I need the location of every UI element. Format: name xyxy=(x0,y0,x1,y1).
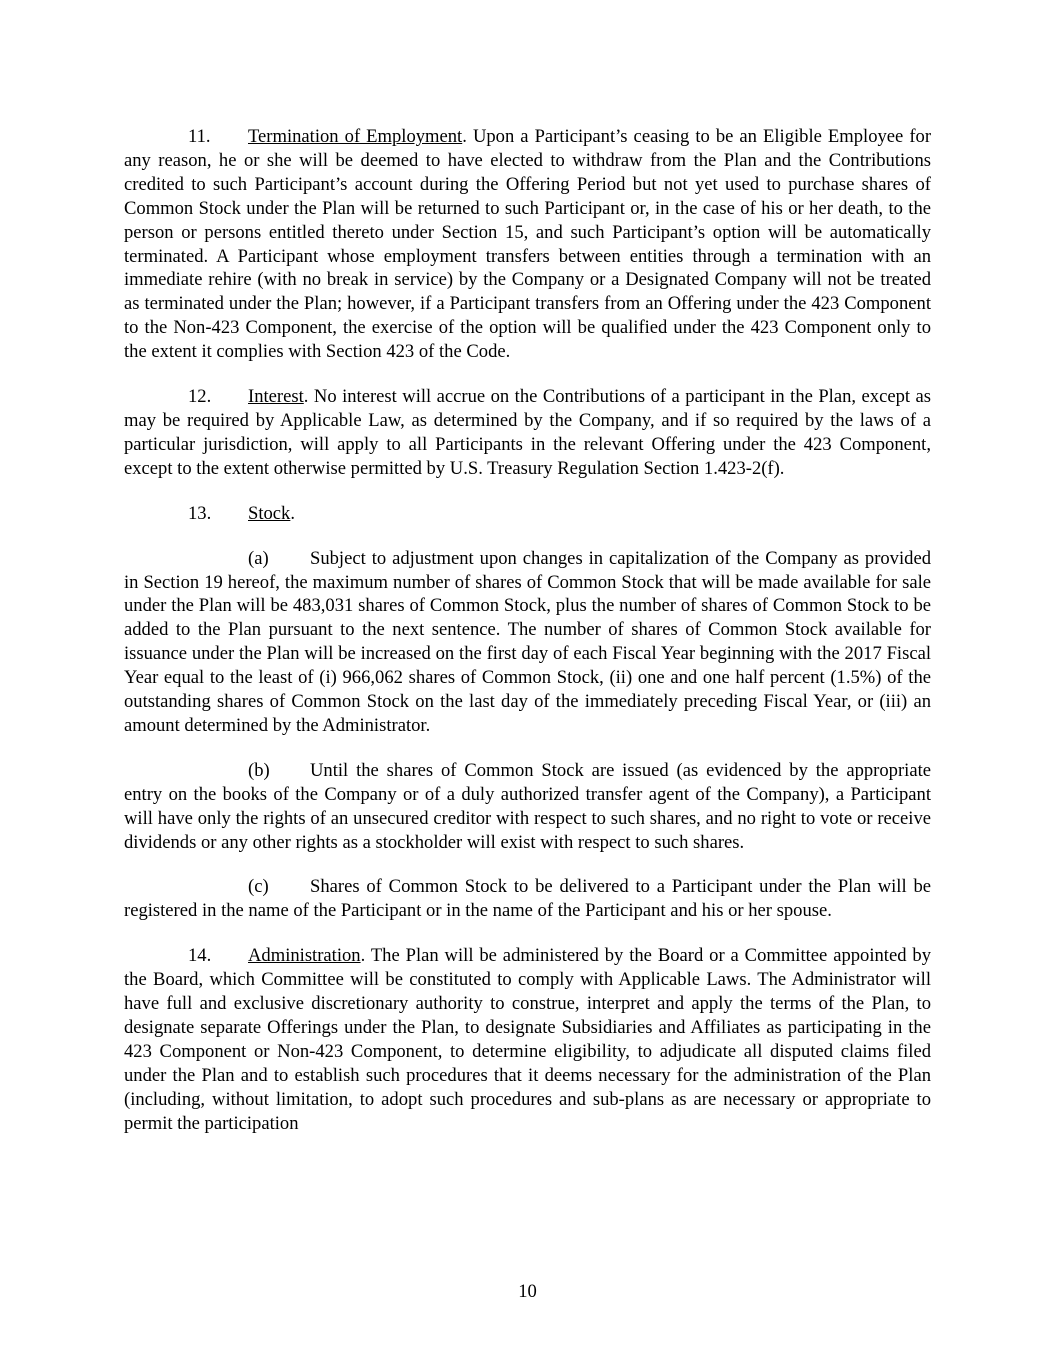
section-13c xyxy=(124,875,931,923)
subsection-label: (c) xyxy=(248,876,269,898)
section-title-punct: . xyxy=(290,502,296,524)
subsection-label: (a) xyxy=(248,547,269,569)
section-title: Stock xyxy=(248,502,291,524)
section-12 xyxy=(124,385,931,481)
section-13a xyxy=(124,547,931,738)
subsection-body: Subject to adjustment upon changes in capitalization of the Company as provided in Section 19 hereof, the maximum number of shares of Common Stock that will be made available for sale under the Plan will be 483,031 shares of Common Stock, plus the number of shares of Common Stock to be added to the Plan pursuant to the next sentence. The number of shares of Common Stock available for issuance under the Plan will be increased on the first day of each Fiscal Year beginning with the 2017 Fiscal Year equal to the least of (i) 966,062 shares of Common Stock, (ii) one and one half percent (1.5%) of the outstanding shares of Common Stock on the last day of the immediately preceding Fiscal Year, or (iii) an amount determined by the Administrator. xyxy=(124,547,931,736)
section-14 xyxy=(124,944,931,1135)
section-number: 12. xyxy=(188,386,212,408)
section-13b xyxy=(124,759,931,855)
section-13-heading xyxy=(124,502,931,526)
section-title: Interest xyxy=(248,386,304,408)
section-body: No interest will accrue on the Contributions of a participant in the Plan, except as may be required by Applicable Law, as determined by the Company, and if so required by the laws of a particular jurisdiction, will apply to all Participants in the relevant Offering under the 423 Component, except to the extent otherwise permitted by U.S. Treasury Regulation Section 1.423-2(f). xyxy=(124,386,931,479)
section-number: 11. xyxy=(188,126,211,147)
page-number: 10 xyxy=(518,1281,537,1302)
section-title-punct: . xyxy=(360,945,366,967)
section-number: 14. xyxy=(188,945,212,967)
section-body: Upon a Participant’s ceasing to be an Eligible Employee for any reason, he or she will be deemed to have elected to withdraw from the Plan and the Contributions credited to such Participant’s account during the Offering Period but not yet used to purchase shares of Common Stock under the Plan will be returned to such Participant or, in the case of his or her death, to the person or persons entitled thereto under Section 15, and such Participant’s option will be automatically terminated. A Participant whose employment transfers between entities through a termination with an immediate rehire (with no break in service) by the Company or a Designated Company will not be treated as terminated under the Plan; however, if a Participant transfers from an Offering under the 423 Component to the Non-423 Component, the exercise of the option will be qualified under the 423 Component only to the extent it complies with Section 423 of the Code. xyxy=(124,126,932,363)
section-11 xyxy=(124,125,931,364)
section-title: Administration xyxy=(248,945,361,967)
subsection-body: Shares of Common Stock to be delivered to a Participant under the Plan will be registered in the name of the Participant or in the name of the Participant and his or her spouse. xyxy=(124,876,931,922)
section-number: 13. xyxy=(188,502,212,524)
subsection-label: (b) xyxy=(248,759,270,781)
page-content xyxy=(124,125,931,1157)
section-title-punct: . xyxy=(303,386,309,408)
subsection-body: Until the shares of Common Stock are issued (as evidenced by the appropriate entry on the books of the Company or of a duly authorized transfer agent of the Company), a Participant will have only the rights of an unsecured creditor with respect to such shares, and no right to vote or receive dividends or any other rights as a stockholder will exist with respect to such shares. xyxy=(124,759,931,853)
section-title-punct: . xyxy=(462,126,467,147)
section-body: The Plan will be administered by the Board or a Committee appointed by the Board, which Committee will be constituted to comply with Applicable Laws. The Administrator will have full and exclusive discretionary authority to construe, interpret and apply the terms of the Plan, to designate separate Offerings under the Plan, to designate Subsidiaries and Affiliates as participating in the 423 Component or Non-423 Component, to determine eligibility, to adjudicate all disputed claims filed under the Plan and to establish such procedures that it deems necessary for the administration of the Plan (including, without limitation, to adopt such procedures and sub-plans as are necessary or appropriate to permit the participation xyxy=(124,945,932,1134)
section-title: Termination of Employment xyxy=(248,126,463,147)
